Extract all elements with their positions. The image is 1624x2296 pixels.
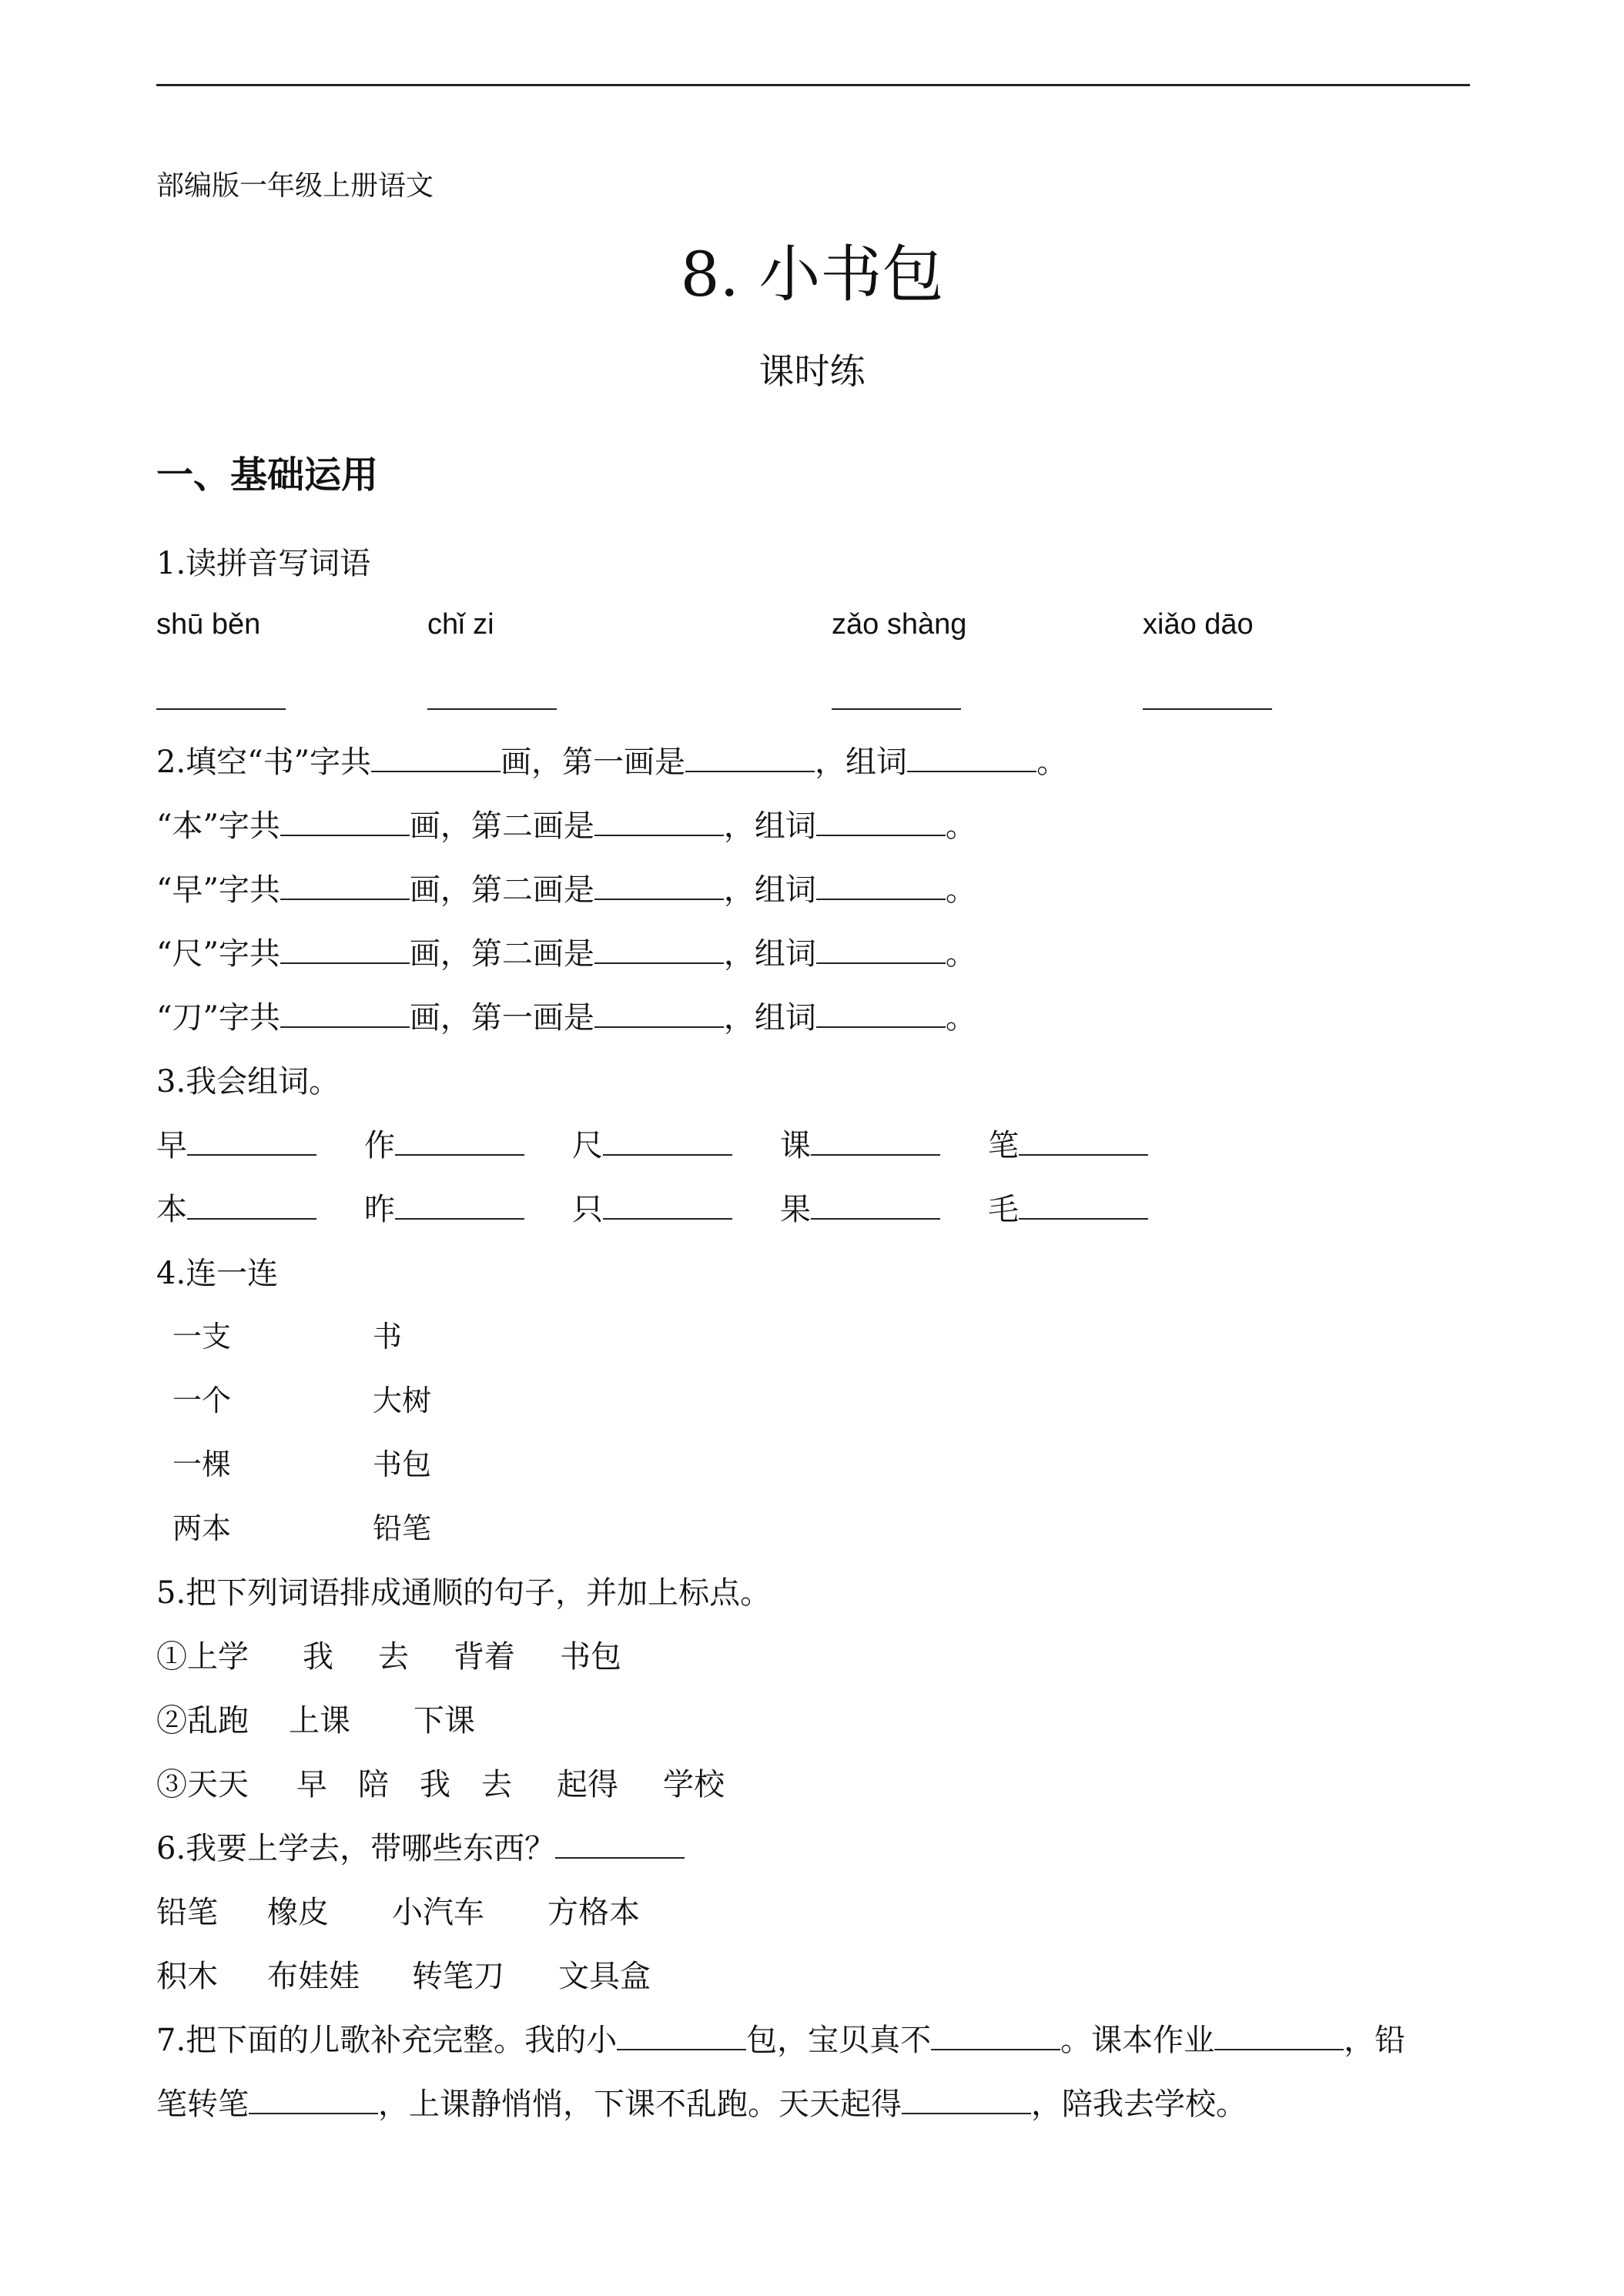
q3-blank[interactable] xyxy=(187,1128,316,1156)
q5-number: ② xyxy=(156,1703,187,1739)
q4-left-item[interactable]: 一棵 xyxy=(172,1448,232,1481)
q5-word: 上课 xyxy=(289,1703,350,1739)
q6-item: 转笔刀 xyxy=(412,1959,504,1994)
q3-char: 昨 xyxy=(364,1192,395,1227)
q7-text: 7.把下面的儿歌补充完整。我的小 xyxy=(156,2023,618,2058)
q3-blank[interactable] xyxy=(395,1192,524,1220)
q1-pinyin-1: shū běn xyxy=(156,608,261,641)
q2-char-label: “刀”字共 xyxy=(156,1000,280,1036)
page-title: 8. 小书包 xyxy=(680,239,944,310)
q2-end: 。 xyxy=(1036,745,1068,780)
q2-row-2 xyxy=(156,802,976,845)
q3-char: 笔 xyxy=(988,1128,1019,1163)
q5-title: 5.把下列词语排成通顺的句子，并加上标点。 xyxy=(156,1575,772,1611)
q5-number: ① xyxy=(156,1639,187,1675)
q3-item xyxy=(364,1121,524,1165)
q3-item xyxy=(572,1185,732,1229)
q7-blank[interactable] xyxy=(1214,2023,1344,2050)
q2-words-label: ，组词 xyxy=(723,872,816,908)
q2-stroke-count-blank[interactable] xyxy=(280,872,410,900)
q7-blank[interactable] xyxy=(902,2087,1031,2114)
q3-char: 作 xyxy=(364,1128,395,1163)
q6-item: 橡皮 xyxy=(267,1895,329,1930)
q3-char: 本 xyxy=(156,1192,187,1227)
q7-text: 笔转笔 xyxy=(156,2087,249,2122)
q3-item xyxy=(156,1185,316,1229)
q1-pinyin-2: chǐ zi xyxy=(427,608,494,641)
q2-row-5 xyxy=(156,993,976,1037)
q3-item xyxy=(988,1185,1148,1229)
q2-end: 。 xyxy=(945,808,976,844)
q2-order-label: 画，第二画是 xyxy=(409,808,594,844)
q2-stroke-blank[interactable] xyxy=(685,745,815,772)
q3-item xyxy=(988,1121,1148,1165)
q2-char-label: “本”字共 xyxy=(156,808,280,844)
q6-item: 铅笔 xyxy=(156,1895,218,1930)
q4-title: 4.连一连 xyxy=(156,1256,279,1291)
q3-char: 课 xyxy=(780,1128,811,1163)
q2-words-label: ，组词 xyxy=(815,745,908,780)
q3-item xyxy=(780,1185,940,1229)
q2-order-label: 画，第一画是 xyxy=(501,745,686,780)
q7-blank[interactable] xyxy=(617,2023,746,2050)
q6-item: 积木 xyxy=(156,1959,218,1994)
q6-item: 方格本 xyxy=(547,1895,640,1930)
q7-blank[interactable] xyxy=(249,2087,378,2114)
q1-answer-blank-3[interactable] xyxy=(832,708,961,710)
q6-row-1 xyxy=(156,1888,640,1932)
q3-blank[interactable] xyxy=(811,1192,940,1220)
q5-word: 背着 xyxy=(454,1639,515,1675)
q3-char: 只 xyxy=(572,1192,603,1227)
q6-blank[interactable] xyxy=(555,1831,685,1859)
q3-title: 3.我会组词。 xyxy=(156,1064,340,1099)
q7-line-2 xyxy=(156,2080,1247,2124)
q6-item: 文具盒 xyxy=(558,1959,651,1994)
q2-end: 。 xyxy=(945,1000,976,1036)
q4-left-item[interactable]: 两本 xyxy=(172,1511,232,1545)
q5-word: 去 xyxy=(378,1639,409,1675)
q2-order-label: 画，第二画是 xyxy=(409,936,594,972)
q2-stroke-count-blank[interactable] xyxy=(280,936,410,964)
q3-blank[interactable] xyxy=(811,1128,940,1156)
q3-char: 果 xyxy=(780,1192,811,1227)
q3-char: 毛 xyxy=(988,1192,1019,1227)
q2-words-label: ，组词 xyxy=(723,1000,816,1036)
q3-blank[interactable] xyxy=(1019,1192,1148,1220)
q2-stroke-count-blank[interactable] xyxy=(280,808,410,836)
q5-word: 我 xyxy=(420,1767,450,1802)
q2-intro: 2.填空“书”字共 xyxy=(156,745,372,780)
q6-item: 小汽车 xyxy=(392,1895,484,1930)
q6-line xyxy=(156,1824,685,1868)
q5-word: 上学 xyxy=(187,1639,249,1675)
q6-item: 布娃娃 xyxy=(267,1959,360,1994)
q1-answer-blank-2[interactable] xyxy=(427,708,557,710)
q3-blank[interactable] xyxy=(395,1128,524,1156)
q7-blank[interactable] xyxy=(931,2023,1060,2050)
section-heading: 一、基础运用 xyxy=(156,454,379,497)
q2-char-label: “早”字共 xyxy=(156,872,280,908)
q2-words-blank[interactable] xyxy=(816,872,946,900)
q7-text: 。课本作业 xyxy=(1060,2023,1215,2058)
header-rule xyxy=(156,84,1470,86)
q6-row-2 xyxy=(156,1952,651,1996)
q7-text: ，铅 xyxy=(1344,2023,1406,2058)
q1-answer-blank-1[interactable] xyxy=(156,708,286,710)
q7-line-1 xyxy=(156,2016,1405,2060)
q5-word: 学校 xyxy=(663,1767,725,1802)
q4-right-item[interactable]: 书包 xyxy=(373,1448,432,1481)
q2-words-blank[interactable] xyxy=(816,1000,946,1028)
q5-word: 我 xyxy=(303,1639,333,1675)
q5-word: 下课 xyxy=(414,1703,475,1739)
q5-word: 去 xyxy=(481,1767,512,1802)
q2-stroke-blank[interactable] xyxy=(594,1000,724,1028)
q2-end: 。 xyxy=(945,872,976,908)
q2-row-3 xyxy=(156,865,976,909)
q6-title: 6.我要上学去，带哪些东西？ xyxy=(156,1831,556,1866)
page-subtitle: 课时练 xyxy=(758,350,866,392)
q2-words-blank[interactable] xyxy=(816,808,946,836)
q2-words-blank[interactable] xyxy=(816,936,946,964)
q1-pinyin-4: xiǎo dāo xyxy=(1143,608,1254,641)
q1-title: 1.读拼音写词语 xyxy=(156,546,371,581)
q5-word: 书包 xyxy=(560,1639,621,1675)
q4-right-item[interactable]: 大树 xyxy=(373,1384,432,1417)
q5-word: 早 xyxy=(296,1767,327,1802)
q2-stroke-blank[interactable] xyxy=(594,808,724,836)
q5-item-2 xyxy=(156,1696,475,1740)
q2-stroke-count-blank[interactable] xyxy=(280,1000,410,1028)
q2-row-4 xyxy=(156,929,976,973)
q2-end: 。 xyxy=(945,936,976,972)
q2-stroke-blank[interactable] xyxy=(594,872,724,900)
q3-blank[interactable] xyxy=(603,1128,732,1156)
q2-row-1 xyxy=(156,738,1067,782)
q3-item xyxy=(572,1121,732,1165)
q3-item xyxy=(364,1185,524,1229)
q7-text: ，上课静悄悄，下课不乱跑。天天起得 xyxy=(378,2087,902,2122)
q3-char: 尺 xyxy=(572,1128,603,1163)
q4-right-item[interactable]: 书 xyxy=(373,1320,403,1354)
q5-item-1 xyxy=(156,1632,621,1676)
q3-item xyxy=(780,1121,940,1165)
q2-char-label: “尺”字共 xyxy=(156,936,280,972)
q2-stroke-count-blank[interactable] xyxy=(371,745,501,772)
series-label: 部编版一年级上册语文 xyxy=(156,170,434,202)
q2-order-label: 画，第一画是 xyxy=(409,1000,594,1036)
q7-text: 包，宝贝真不 xyxy=(746,2023,932,2058)
q5-word: 乱跑 xyxy=(187,1703,249,1739)
q3-item xyxy=(156,1121,316,1165)
q5-word: 陪 xyxy=(358,1767,389,1802)
q1-pinyin-3: zǎo shàng xyxy=(832,608,967,641)
q3-char: 早 xyxy=(156,1128,187,1163)
q5-item-3 xyxy=(156,1760,725,1804)
q7-text: ，陪我去学校。 xyxy=(1031,2087,1247,2122)
q2-stroke-blank[interactable] xyxy=(594,936,724,964)
q2-words-label: ，组词 xyxy=(723,808,816,844)
q3-blank[interactable] xyxy=(603,1192,732,1220)
q3-blank[interactable] xyxy=(1019,1128,1148,1156)
q2-order-label: 画，第二画是 xyxy=(409,872,594,908)
q1-answer-blank-4[interactable] xyxy=(1143,708,1272,710)
q3-blank[interactable] xyxy=(187,1192,316,1220)
q5-word: 天天 xyxy=(187,1767,249,1802)
q5-word: 起得 xyxy=(557,1767,618,1802)
q2-words-blank[interactable] xyxy=(907,745,1036,772)
q2-words-label: ，组词 xyxy=(723,936,816,972)
q4-left-item[interactable]: 一个 xyxy=(172,1384,232,1417)
q5-number: ③ xyxy=(156,1767,187,1802)
q4-right-item[interactable]: 铅笔 xyxy=(373,1511,432,1545)
q4-left-item[interactable]: 一支 xyxy=(172,1320,232,1354)
